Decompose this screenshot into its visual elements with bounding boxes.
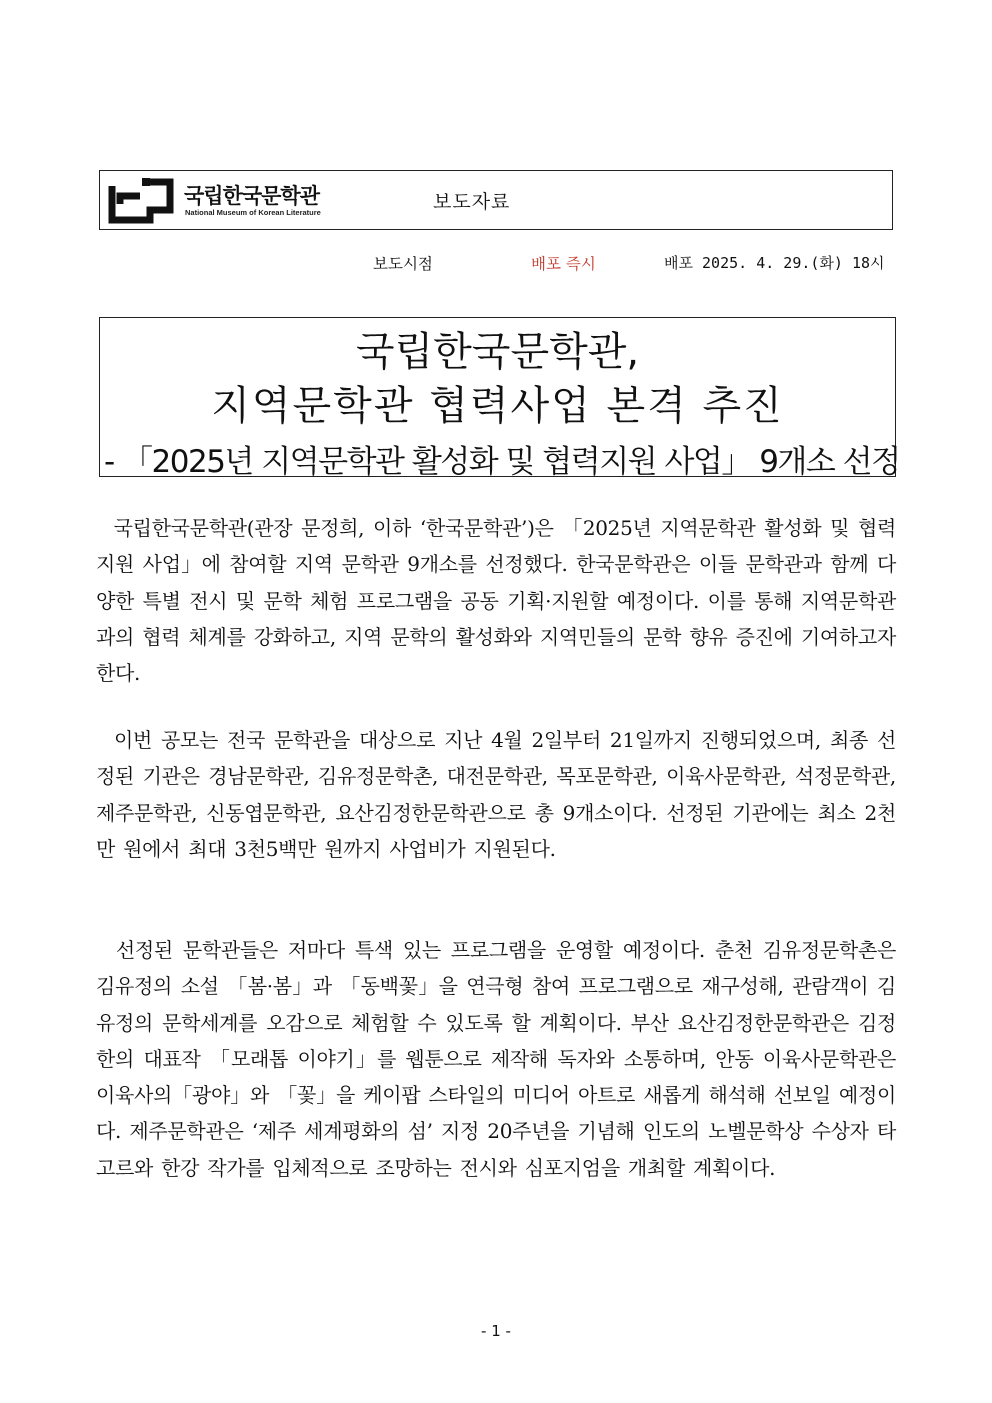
museum-logo-icon <box>104 176 180 226</box>
release-time-label: 보도시점 <box>373 255 433 273</box>
logo-english-name: National Museum of Korean Literature <box>185 208 321 217</box>
page-number: - 1 - <box>481 1322 511 1340</box>
release-date: 배포 2025. 4. 29.(화) 18시 <box>664 254 885 272</box>
document-type: 보도자료 <box>433 191 511 213</box>
body-paragraph-3 <box>96 932 896 1186</box>
logo-korean-name: 국립한국문학관 <box>184 184 320 208</box>
headline-line-1: 국립한국문학관, <box>355 329 640 375</box>
subheadline: - 「2025년 지역문학관 활성화 및 협력지원 사업」 9개소 선정 <box>104 444 900 480</box>
release-immediate: 배포 즉시 <box>531 255 596 273</box>
paragraph-3-text: 선정된 문학관들은 저마다 특색 있는 프로그램을 운영할 예정이다. 춘천 김유정문학촌은 김유정의 소설 「봄·봄」과 「동백꽃」을 연극형 참여 프로그램으로 재구성해, 관람객이 김유정의 문학세계를 오감으로 체험할 수 있도록 할 계획이다. 부산 요산김정한문학관은 김정한의 대표작 「모래톱 이야기」를 웹툰으로 제작해 독자와 소통하며, 안동 이육사문학관은 이육사의「광야」와 「꽃」을 케이팝 스타일의 미디어 아트로 새롭게 해석해 선보일 예정이다. 제주문학관은 ‘제주 세계평화의 섬’ 지정 20주년을 기념해 인도의 노벨문학상 수상자 타고르와 한강 작가를 입체적으로 조망하는 전시와 심포지엄을 개최할 계획이다. <box>96 938 896 1180</box>
header-box <box>99 170 893 230</box>
body-paragraph-1 <box>96 510 896 691</box>
paragraph-1-text: 국립한국문학관(관장 문정희, 이하 ‘한국문학관’)은 「2025년 지역문학관 활성화 및 협력지원 사업」에 참여할 지역 문학관 9개소를 선정했다. 한국문학관은 이들 문학관과 함께 다양한 특별 전시 및 문학 체험 프로그램을 공동 기획·지원할 예정이다. 이를 통해 지역문학관과의 협력 체계를 강화하고, 지역 문학의 활성화와 지역민들의 문학 향유 증진에 기여하고자 한다. <box>96 516 896 686</box>
body-paragraph-2 <box>96 722 896 867</box>
title-box <box>99 317 900 480</box>
paragraph-2-text: 이번 공모는 전국 문학관을 대상으로 지난 4월 2일부터 21일까지 진행되었으며, 최종 선정된 기관은 경남문학관, 김유정문학촌, 대전문학관, 목포문학관, 이육사문학관, 석정문학관, 제주문학관, 신동엽문학관, 요산김정한문학관으로 총 9개소이다. 선정된 기관에는 최소 2천만 원에서 최대 3천5백만 원까지 사업비가 지원된다. <box>96 728 896 861</box>
headline-line-2: 지역문학관 협력사업 본격 추진 <box>211 383 784 429</box>
